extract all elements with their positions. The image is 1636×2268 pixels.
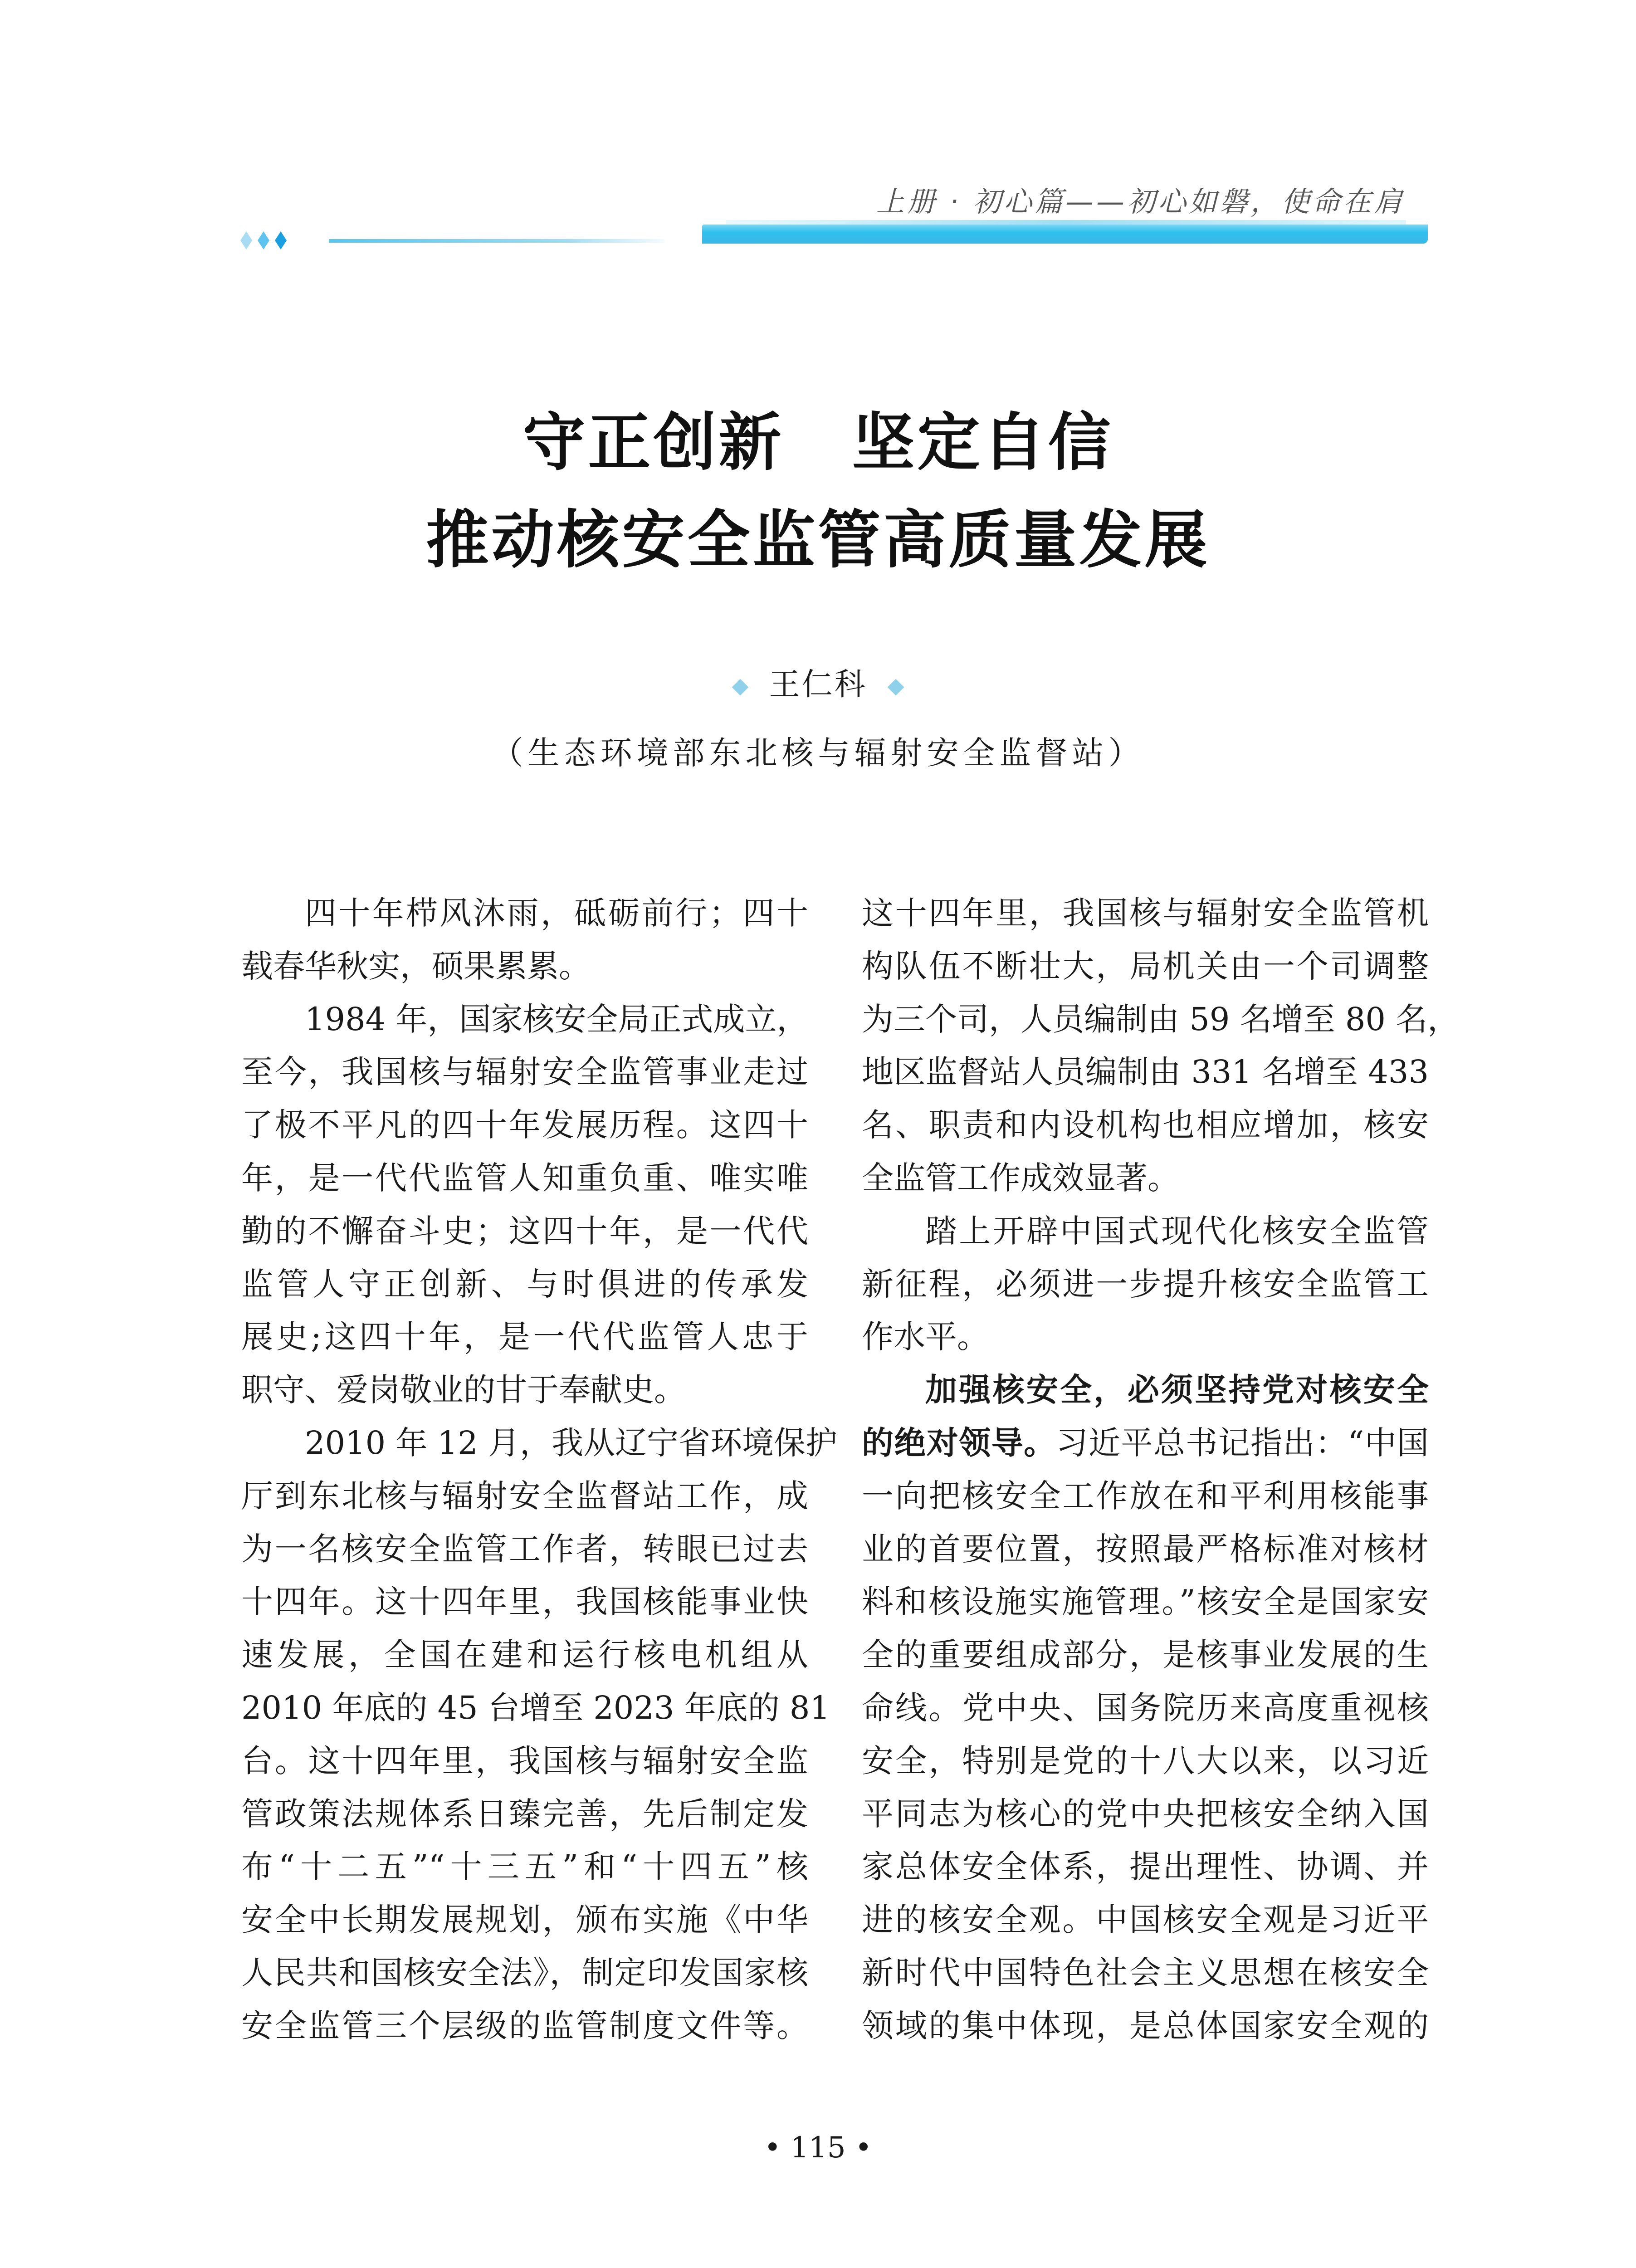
paragraph [241,993,808,1417]
body-column-right [862,887,1460,2053]
text-line: 安全，特别是党的十八大以来，以习近 [862,1742,1429,1779]
paragraph [862,887,1460,1205]
text-line: 2010 年底的 45 台增至 2023 年底的 81 [241,1689,830,1726]
text-line: 年，是一代代监管人知重负重、唯实唯 [241,1159,808,1197]
text-line: 2010 年 12 月，我从辽宁省环境保护 [305,1424,837,1461]
text-line: 作水平。 [862,1318,989,1356]
text-line [862,1417,1429,1470]
text-line: 全的重要组成部分，是核事业发展的生 [862,1636,1429,1674]
page-number: • 115 • [764,2131,872,2165]
paragraph [862,1364,1429,2052]
text-line: 至今，我国核与辐射安全监管事业走过 [241,1053,808,1091]
text-line: 管政策法规体系日臻完善，先后制定发 [241,1795,808,1833]
text-line: 勤的不懈奋斗史；这四十年，是一代代 [241,1212,808,1250]
text-line: 人民共和国核安全法》，制定印发国家核 [241,1954,808,1991]
author-line [0,665,1636,705]
text-line: 名、职责和内设机构也相应增加，核安 [862,1106,1429,1144]
text-line: 1984 年，国家核安全局正式成立， [305,1000,809,1038]
text-line: 台。这十四年里，我国核与辐射安全监 [241,1742,808,1779]
text-line: 命线。党中央、国务院历来高度重视核 [862,1689,1429,1726]
text-line: 监管人守正创新、与时俱进的传承发 [241,1265,808,1303]
running-head: 上册 · 初心篇——初心如磐，使命在肩 [876,185,1405,218]
header-diamonds [240,231,287,249]
article-title-line1 [0,404,1636,481]
text-line: 地区监督站人员编制由 331 名增至 433 [862,1053,1429,1091]
title-part1: 守正创新 [523,405,784,479]
body-column-left [241,887,837,2053]
header-rule [329,239,664,243]
text-line: 布“十二五”“十三五”和“十四五”核 [241,1848,808,1886]
text-line: 一向把核安全工作放在和平利用核能事 [862,1477,1429,1515]
text-line: 安全监管三个层级的监管制度文件等。 [241,2007,808,2044]
text-line: 十四年。这十四年里，我国核能事业快 [241,1583,808,1621]
text-line: 进的核安全观。中国核安全观是习近平 [862,1901,1429,1939]
text-line: 职守、爱岗敬业的甘于奉献史。 [241,1371,686,1409]
bold-text: 的绝对领导。 [862,1423,1056,1461]
text-line: 展史;这四十年，是一代代监管人忠于 [241,1318,808,1356]
text-line [862,1364,1429,1417]
title-part2: 坚定自信 [852,405,1113,479]
text-line: 新征程，必须进一步提升核安全监管工 [862,1265,1429,1303]
diamond-icon [240,231,252,249]
text-line: 为一名核安全监管工作者，转眼已过去 [241,1530,808,1568]
text-line: 速发展，全国在建和运行核电机组从 [241,1636,808,1674]
article-title-line2: 推动核安全监管高质量发展 [426,503,1210,577]
author-affiliation: （生态环境部东北核与辐射安全监督站） [491,734,1145,772]
header-band [702,225,1428,244]
text-line: 全监管工作成效显著。 [862,1159,1179,1197]
text-line: 厅到东北核与辐射安全监督站工作，成 [241,1477,808,1515]
text-line: 安全中长期发展规划，颁布实施《中华 [241,1901,808,1939]
diamond-icon [887,679,904,695]
text-line: 构队伍不断壮大，局机关由一个司调整 [862,947,1429,985]
text-line: 载春华秋实，硕果累累。 [241,947,591,985]
author-name: 王仁科 [769,667,867,703]
text-line: 新时代中国特色社会主义思想在核安全 [862,1954,1429,1991]
text-line: 这十四年里，我国核与辐射安全监管机 [862,894,1429,932]
text-line: 为三个司，人员编制由 59 名增至 80 名， [862,1000,1460,1038]
text-line: 踏上开辟中国式现代化核安全监管 [925,1212,1429,1250]
diamond-icon [275,231,287,249]
text-line: 料和核设施实施管理。”核安全是国家安 [862,1583,1429,1621]
paragraph [241,1417,837,2053]
text: 习近平总书记指出：“中国 [1056,1424,1429,1461]
text-line: 领域的集中体现，是总体国家安全观的 [862,2007,1429,2044]
paragraph [241,887,808,993]
diamond-icon [732,679,749,695]
text-line: 平同志为核心的党中央把核安全纳入国 [862,1795,1429,1833]
bold-text: 加强核安全，必须坚持党对核安全 [925,1371,1429,1409]
text-line: 家总体安全体系，提出理性、协调、并 [862,1848,1429,1886]
text-line: 业的首要位置，按照最严格标准对核材 [862,1530,1429,1568]
text-line: 四十年栉风沐雨，砥砺前行；四十 [305,894,808,932]
diamond-icon [258,231,269,249]
paragraph [862,1205,1429,1364]
text-line: 了极不平凡的四十年发展历程。这四十 [241,1106,808,1144]
